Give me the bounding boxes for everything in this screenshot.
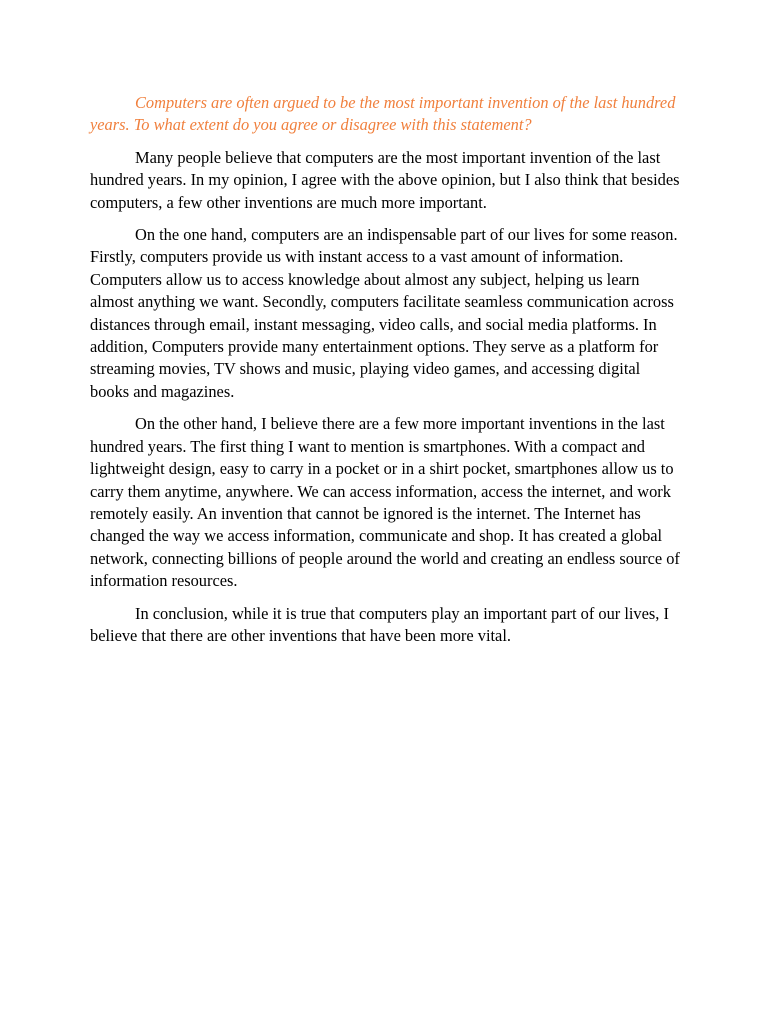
document-body [90,92,680,657]
paragraph-conclusion: In conclusion, while it is true that computers play an important part of our lives, I believe that there are other inventions that have been more vital. [90,603,669,645]
paragraph-body-other-inventions: On the other hand, I believe there are a few more important inventions in the last hundred years. The first thing I want to mention is smartphones. With a compact and lightweight design, easy to carry in a pocket or in a shirt pocket, smartphones allow us to carry them anytime, anywhere. We can access information, access the internet, and work remotely easily. An invention that cannot be ignored is the internet. The Internet has changed the way we access information, communicate and shop. It has created a global network, connecting billions of people around the world and creating an endless source of information resources. [90,414,680,591]
paragraph-introduction: Many people believe that computers are the most important invention of the last hundred years. In my opinion, I agree with the above opinion, but I also think that besides computers, a few other inventions are much more important. [90,147,680,212]
paragraph-body-computers: On the one hand, computers are an indispensable part of our lives for some reason. Firstly, computers provide us with instant access to a vast amount of information. Computers allow us to access knowledge about almost any subject, helping us learn almost anything we want. Secondly, computers facilitate seamless communication across distances through email, instant messaging, video calls, and social media platforms. In addition, Computers provide many entertainment options. They serve as a platform for streaming movies, TV shows and music, playing video games, and accessing digital books and magazines. [90,225,678,401]
essay-prompt: Computers are often argued to be the most important invention of the last hundred years. To what extent do you agree or disagree with this statement? [90,93,676,135]
